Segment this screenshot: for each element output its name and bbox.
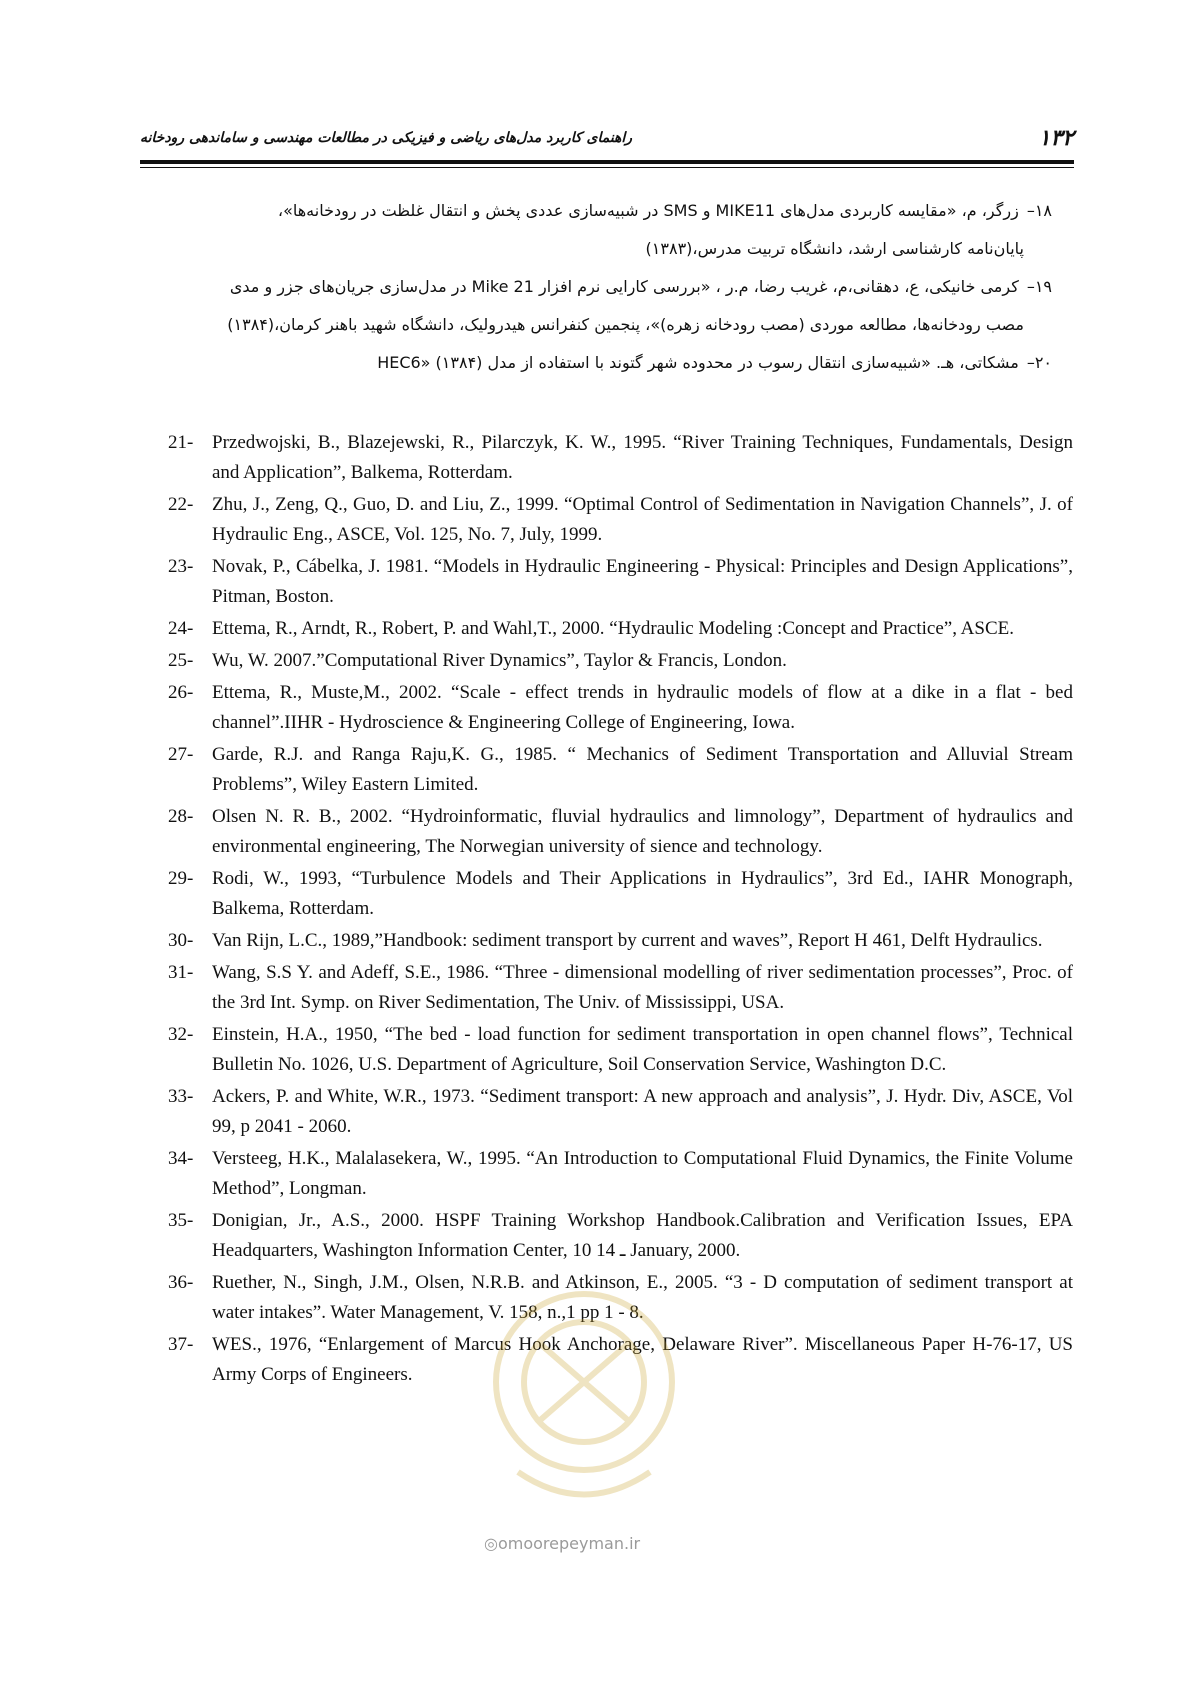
reference-item (168, 490, 1073, 550)
persian-references (140, 192, 1052, 382)
header-rule-thick (140, 160, 1074, 164)
reference-number: 23- (168, 556, 194, 577)
reference-text: WES., 1976, “Enlargement of Marcus Hook Anchorage, Delaware River”. Miscellaneous Paper H-76-17, US Army Corps of Engineers. (212, 1334, 1073, 1385)
reference-text: Ruether, N., Singh, J.M., Olsen, N.R.B. and Atkinson, E., 2005. “3 - D computation of sediment transport at water intakes”. Water Management, V. 158, n.,1 pp 1 - 8. (212, 1272, 1073, 1323)
reference-item (140, 344, 1052, 382)
reference-number: 31- (168, 962, 194, 983)
reference-item (168, 1082, 1073, 1142)
reference-text: Ackers, P. and White, W.R., 1973. “Sediment transport: A new approach and analysis”, J. Hydr. Div, ASCE, Vol 99, p 2041 - 2060. (212, 1086, 1073, 1137)
reference-text: Wu, W. 2007.”Computational River Dynamics”, Taylor & Francis, London. (212, 650, 787, 671)
reference-number: 24- (168, 618, 194, 639)
reference-item (168, 740, 1073, 800)
page-header (140, 122, 1074, 162)
reference-text: Van Rijn, L.C., 1989,”Handbook: sediment transport by current and waves”, Report H 461, Delft Hydraulics. (212, 930, 1043, 951)
reference-text-continued: پایان‌نامه کارشناسی ارشد، دانشگاه تربیت مدرس،(۱۳۸۳) (645, 239, 1024, 258)
reference-item (168, 1144, 1073, 1204)
reference-number: 29- (168, 868, 194, 889)
reference-item (168, 614, 1073, 644)
reference-text: Novak, P., Cábelka, J. 1981. “Models in Hydraulic Engineering - Physical: Principles and Design Applications”, Pitman, Boston. (212, 556, 1073, 607)
reference-text: Ettema, R., Muste,M., 2002. “Scale - effect trends in hydraulic models of flow at a dike in a flat - bed channel”.IIHR - Hydroscience & Engineering College of Engineering, Iowa. (212, 682, 1073, 733)
reference-text: Olsen N. R. B., 2002. “Hydroinformatic, fluvial hydraulics and limnology”, Department of hydraulics and environmental engineering, The Norwegian university of sience and technology. (212, 806, 1073, 857)
english-references (168, 428, 1073, 1392)
reference-text: مشکاتی، هـ. «شبیه‌سازی انتقال رسوب در محدوده شهر گتوند با استفاده از مدل HEC6» (۱۳۸۴) (377, 353, 1019, 372)
header-rule-thin (140, 167, 1074, 168)
reference-number: 33- (168, 1086, 194, 1107)
reference-text: Rodi, W., 1993, “Turbulence Models and Their Applications in Hydraulics”, 3rd Ed., IAHR Monograph, Balkema, Rotterdam. (212, 868, 1073, 919)
reference-item (168, 802, 1073, 862)
reference-number: 35- (168, 1210, 194, 1231)
watermark-icon: ◎ (484, 1534, 498, 1553)
reference-text: Garde, R.J. and Ranga Raju,K. G., 1985. “ Mechanics of Sediment Transportation and Alluvial Stream Problems”, Wiley Eastern Limited. (212, 744, 1073, 795)
reference-text: Ettema, R., Arndt, R., Robert, P. and Wahl,T., 2000. “Hydraulic Modeling :Concept and Practice”, ASCE. (212, 618, 1014, 639)
reference-number: 26- (168, 682, 194, 703)
reference-item (168, 1020, 1073, 1080)
reference-number: 28- (168, 806, 194, 827)
page-number: ۱۳۲ (1038, 126, 1074, 151)
watermark-site: ◎omoorepeyman.ir (484, 1534, 641, 1553)
reference-number: 21- (168, 432, 194, 453)
reference-text: Wang, S.S Y. and Adeff, S.E., 1986. “Three - dimensional modelling of river sedimentation processes”, Proc. of the 3rd Int. Symp. on River Sedimentation, The Univ. of Mississippi, USA. (212, 962, 1073, 1013)
reference-number: 36- (168, 1272, 194, 1293)
reference-item (168, 552, 1073, 612)
reference-text: Versteeg, H.K., Malalasekera, W., 1995. “An Introduction to Computational Fluid Dynamics, the Finite Volume Method”, Longman. (212, 1148, 1073, 1199)
reference-item (168, 926, 1073, 956)
reference-item (140, 268, 1052, 344)
reference-item (168, 646, 1073, 676)
reference-item (140, 192, 1052, 268)
reference-text: Einstein, H.A., 1950, “The bed - load function for sediment transportation in open channel flows”, Technical Bulletin No. 1026, U.S. Department of Agriculture, Soil Conservation Service, Washington D.C. (212, 1024, 1073, 1075)
reference-number: 37- (168, 1334, 194, 1355)
watermark-logo (478, 1272, 690, 1517)
reference-number: ۱۸– (1026, 201, 1052, 220)
reference-text: Przedwojski, B., Blazejewski, R., Pilarczyk, K. W., 1995. “River Training Techniques, Fundamentals, Design and Application”, Balkema, Rotterdam. (212, 432, 1073, 483)
reference-number: 27- (168, 744, 194, 765)
reference-item (168, 958, 1073, 1018)
reference-text: زرگر، م، «مقایسه کاربردی مدل‌های MIKE11 و SMS در شبیه‌سازی عددی پخش و انتقال غلظت در رودخانه‌ها»، (277, 201, 1019, 220)
reference-text: کرمی خانیکی، ع، دهقانی،م، غریب رضا، م.ر ، «بررسی کارایی نرم افزار Mike 21 در مدل‌سازی جریان‌های جزر و مدی (229, 277, 1019, 296)
reference-text: Donigian, Jr., A.S., 2000. HSPF Training Workshop Handbook.Calibration and Verification Issues, EPA Headquarters, Washington Information Center, 10 ـ 14 January, 2000. (212, 1210, 1073, 1261)
running-title: راهنمای کاربرد مدل‌های ریاضی و فیزیکی در مطالعات مهندسی و ساماندهی رودخانه (140, 130, 633, 146)
reference-number: ۲۰– (1026, 353, 1052, 372)
reference-number: ۱۹– (1026, 277, 1052, 296)
reference-item (168, 678, 1073, 738)
reference-text: Zhu, J., Zeng, Q., Guo, D. and Liu, Z., 1999. “Optimal Control of Sedimentation in Navigation Channels”, J. of Hydraulic Eng., ASCE, Vol. 125, No. 7, July, 1999. (212, 494, 1073, 545)
reference-item (168, 864, 1073, 924)
reference-number: 22- (168, 494, 194, 515)
reference-item (168, 1206, 1073, 1266)
reference-number: 34- (168, 1148, 194, 1169)
reference-number: 25- (168, 650, 194, 671)
reference-item (168, 428, 1073, 488)
reference-number: 32- (168, 1024, 194, 1045)
reference-number: 30- (168, 930, 194, 951)
reference-text-continued: مصب رودخانه‌ها، مطالعه موردی (مصب رودخانه زهره)»، پنجمین کنفرانس هیدرولیک، دانشگاه شهید باهنر کرمان،(۱۳۸۴) (227, 315, 1024, 334)
